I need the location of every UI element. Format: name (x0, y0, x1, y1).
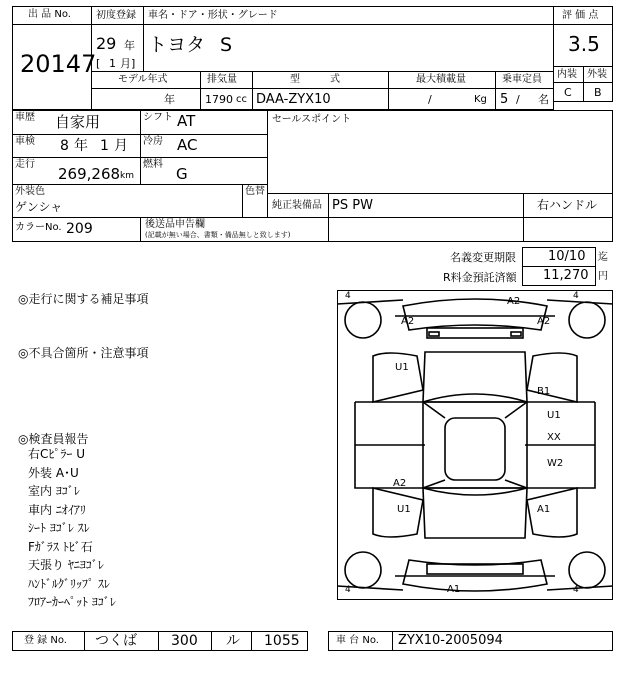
inspector-heading: ◎検査員報告 (18, 432, 89, 446)
deadline-label: 名義変更期限 (450, 251, 516, 264)
inspector-item: 天張り ﾔﾆﾖｺﾞﾚ (28, 558, 104, 572)
ac-label: 冷房 (143, 136, 163, 147)
inspector-item: ﾊﾝﾄﾞﾙｸﾞﾘｯﾌﾟ ｽﾚ (28, 576, 110, 591)
wheel-rear-left (345, 552, 381, 588)
damage-mark: U1 (397, 504, 411, 515)
first-reg-month: 1 (109, 57, 116, 70)
capacity-unit: 名 (538, 93, 549, 106)
wheel-rear-right (569, 552, 605, 588)
inspector-list (28, 448, 308, 618)
color-label: 外装色 (15, 186, 45, 197)
inspector-item: ｼｰﾄ ﾖｺﾞﾚ ｽﾚ (28, 521, 90, 535)
recycle-value: 11,270 (543, 268, 589, 283)
tire-label-rr: 4 (573, 585, 579, 595)
tire-label-fr: 4 (573, 291, 579, 301)
first-reg-label: 初度登録 (96, 10, 136, 21)
shift-label: シフト (143, 112, 173, 123)
tire-label-rl: 4 (345, 585, 351, 595)
fuel-value: G (176, 165, 188, 183)
year-unit: 年 (124, 39, 135, 52)
capacity-value: 5 (500, 92, 509, 107)
wheel-front-right (569, 302, 605, 338)
plate-class: 300 (171, 633, 198, 649)
inspector-item: 外装 A･U (28, 465, 79, 480)
ac-value: AC (177, 136, 198, 154)
type-value: DAA-ZYX10 (256, 92, 331, 107)
max-load-label: 最大積載量 (416, 74, 466, 85)
inspection-year-unit: 年 (74, 138, 88, 154)
inspection-label: 車検 (15, 136, 35, 147)
chassis-label: 車 台 No. (336, 635, 379, 646)
tire-label-fl: 4 (345, 291, 351, 301)
genuine-equip-label: 純正装備品 (272, 200, 322, 211)
grade-label: 評 価 点 (562, 10, 599, 21)
recycle-unit: 円 (598, 271, 608, 282)
car-name-label: 車名・ドア・形状・グレード (148, 10, 278, 21)
first-reg-bracket: [ (96, 57, 101, 70)
exterior-value: B (594, 86, 602, 99)
color-change-label: 色替 (245, 186, 265, 197)
fuel-label: 燃料 (143, 159, 163, 170)
defects-heading: ◎不具合箇所・注意事項 (18, 346, 149, 360)
car-maker: トヨタ (148, 34, 206, 56)
shift-value: AT (177, 112, 196, 130)
wheel-front-left (345, 302, 381, 338)
lot-label: 出 品 No. (28, 9, 71, 20)
deadline-value: 10/10 (548, 249, 586, 264)
plate-number: 1055 (264, 633, 300, 649)
capacity-slash: / (516, 93, 520, 106)
damage-mark: U1 (547, 410, 561, 421)
max-load-unit: Kg (474, 94, 487, 105)
sales-point-label: セールスポイント (272, 114, 352, 125)
damage-mark: A2 (507, 296, 521, 307)
color-value: ゲンシャ (15, 200, 63, 214)
color-no-label: カラーNo. (15, 222, 62, 233)
damage-mark: XX (547, 432, 561, 443)
model-year-label: モデル年式 (118, 74, 168, 85)
lot-number: 20147 (20, 50, 97, 78)
grade-value: 3.5 (568, 32, 600, 56)
plate-label: 登 録 No. (24, 635, 67, 646)
first-reg-month-unit: 月] (120, 57, 136, 70)
damage-mark: W2 (547, 458, 564, 469)
chassis-value: ZYX10-2005094 (398, 633, 503, 648)
damage-mark: A1 (447, 584, 461, 595)
inspection-month-unit: 月 (114, 138, 128, 154)
history-label: 車歴 (15, 112, 35, 123)
exterior-label: 外装 (587, 69, 607, 80)
inspector-item: 車内 ﾆｵｲｱﾘ (28, 502, 86, 517)
car-diagram (337, 290, 613, 600)
max-load-slash: / (428, 93, 432, 106)
displacement-unit: cc (236, 94, 247, 105)
mileage-unit: km (120, 171, 134, 181)
history-value: 自家用 (55, 113, 101, 131)
steering-value: 右ハンドル (537, 198, 598, 212)
interior-value: C (564, 86, 572, 99)
doc-label: 後送品申告欄 (145, 219, 205, 230)
inspector-item: 室内 ﾖｺﾞﾚ (28, 484, 80, 498)
plate-region: つくば (95, 633, 137, 649)
first-reg-year: 29 (96, 34, 117, 53)
displacement-label: 排気量 (207, 74, 237, 85)
doc-note: (記載が無い場合、書類・備品無しと致します) (145, 231, 291, 239)
damage-mark: B1 (537, 386, 551, 397)
plate-kana: ル (226, 633, 240, 649)
displacement-value: 1790 (205, 93, 233, 106)
driving-heading: ◎走行に関する補足事項 (18, 292, 149, 306)
damage-mark: A2 (537, 316, 551, 327)
inspection-year: 8 (60, 138, 69, 154)
interior-label: 内装 (557, 69, 577, 80)
damage-mark: A2 (401, 316, 415, 327)
capacity-label: 乗車定員 (502, 74, 542, 85)
color-no-value: 209 (66, 221, 93, 237)
damage-mark: U1 (395, 362, 409, 373)
mileage-value: 269,268 (58, 165, 121, 183)
damage-mark: A2 (393, 478, 407, 489)
mileage-label: 走行 (15, 159, 35, 170)
genuine-equip-value: PS PW (332, 198, 373, 213)
type-label: 型 式 (290, 74, 340, 85)
inspector-item: ﾌﾛｱｰｶｰﾍﾟｯﾄ ﾖｺﾞﾚ (28, 595, 116, 609)
inspection-month: 1 (100, 138, 109, 154)
car-grade: S (220, 34, 233, 56)
inspector-item: Fｶﾞﾗｽ ﾄﾋﾞ石 (28, 539, 93, 554)
deadline-unit: 迄 (598, 252, 608, 263)
damage-mark: A1 (537, 504, 551, 515)
recycle-label: R料金預託済額 (443, 271, 517, 284)
inspector-item: 右Cﾋﾟﾗｰ U (28, 447, 85, 461)
model-year-unit: 年 (164, 93, 175, 106)
